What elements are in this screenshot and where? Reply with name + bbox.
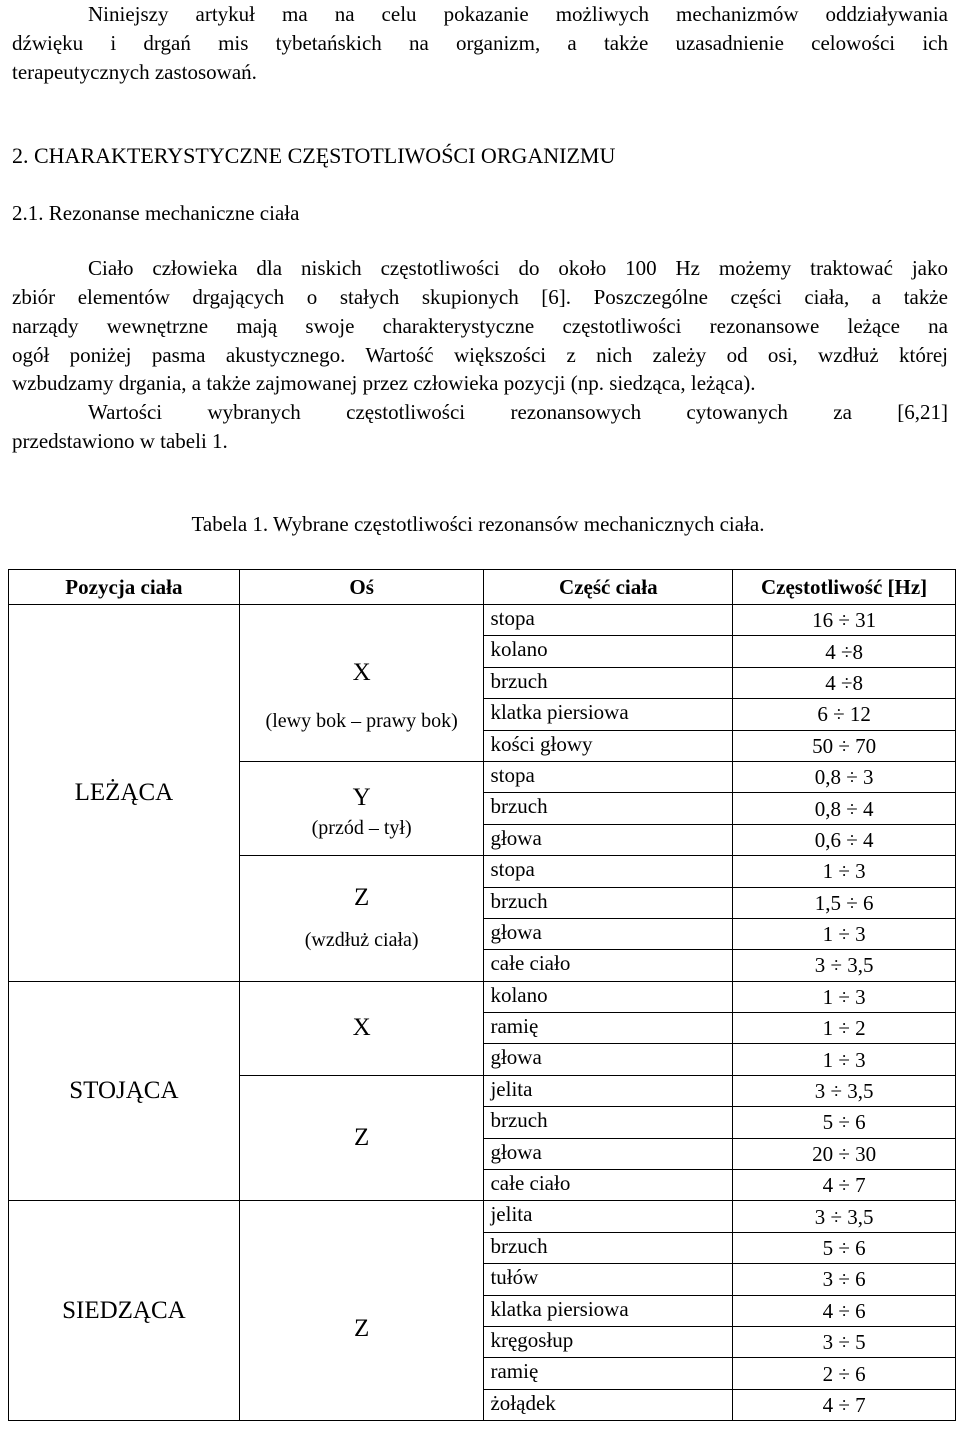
body-part-cell: kolano: [484, 636, 733, 667]
body-line: zbiór elementów drgających o stałych skupionych [6]. Poszczególne części ciała, a także: [12, 285, 948, 309]
body-part-cell: głowa: [484, 1044, 733, 1075]
body-part-cell: jelita: [484, 1075, 733, 1106]
axis-cell: [239, 605, 484, 762]
axis-letter: X: [352, 1014, 371, 1042]
axis-cell: [239, 856, 484, 982]
table-header-row: [9, 570, 956, 605]
frequency-cell: 3 ÷ 6: [733, 1264, 956, 1295]
frequency-cell: 3 ÷ 3,5: [733, 1075, 956, 1106]
axis-letter: Z: [354, 1314, 370, 1342]
axis-note: (lewy bok – prawy bok): [265, 709, 458, 732]
body-part-cell: całe ciało: [484, 950, 733, 981]
frequency-cell: 4 ÷ 7: [733, 1389, 956, 1420]
frequency-cell: 0,8 ÷ 4: [733, 793, 956, 824]
frequency-cell: 1 ÷ 3: [733, 918, 956, 949]
position-cell: SIEDZĄCA: [9, 1201, 240, 1421]
frequency-cell: 4 ÷ 7: [733, 1170, 956, 1201]
body-part-cell: ramię: [484, 1358, 733, 1389]
intro-line: Niniejszy artykuł ma na celu pokazanie możliwych mechanizmów oddziaływania: [88, 2, 948, 26]
frequency-cell: 5 ÷ 6: [733, 1232, 956, 1263]
frequency-cell: 1 ÷ 3: [733, 981, 956, 1012]
body-line: wzbudzamy drgania, a także zajmowanej przez człowieka pozycji (np. siedząca, leżąca).: [12, 371, 756, 395]
axis-cell: [239, 1075, 484, 1201]
position-cell: LEŻĄCA: [9, 605, 240, 982]
body-line: przedstawiono w tabeli 1.: [12, 429, 228, 453]
axis-letter: Y: [352, 783, 371, 811]
frequency-cell: 0,6 ÷ 4: [733, 824, 956, 855]
resonance-table: [8, 569, 956, 1421]
axis-cell: [239, 981, 484, 1075]
body-part-cell: stopa: [484, 856, 733, 887]
body-line: Ciało człowieka dla niskich częstotliwości do około 100 Hz możemy traktować jako: [88, 256, 948, 280]
body-part-cell: brzuch: [484, 1107, 733, 1138]
axis-letter: Z: [354, 1124, 370, 1152]
frequency-cell: 4 ÷8: [733, 667, 956, 698]
body-part-cell: tułów: [484, 1264, 733, 1295]
axis-letter: X: [352, 658, 371, 686]
frequency-cell: 20 ÷ 30: [733, 1138, 956, 1169]
header-position: Pozycja ciała: [9, 570, 240, 605]
intro-line: dźwięku i drgań mis tybetańskich na organizm, a także uzasadnienie celowości ich: [12, 31, 948, 55]
body-part-cell: brzuch: [484, 793, 733, 824]
position-cell: STOJĄCA: [9, 981, 240, 1201]
frequency-cell: 3 ÷ 3,5: [733, 1201, 956, 1232]
body-part-cell: klatka piersiowa: [484, 699, 733, 730]
body-part-cell: całe ciało: [484, 1170, 733, 1201]
body-part-cell: kręgosłup: [484, 1326, 733, 1357]
frequency-cell: 1 ÷ 2: [733, 1013, 956, 1044]
frequency-cell: 3 ÷ 5: [733, 1326, 956, 1357]
table-row: [9, 605, 956, 636]
body-line: ogół poniżej pasma akustycznego. Wartość większości z nich zależy od osi, wzdłuż której: [12, 343, 948, 367]
body-part-cell: brzuch: [484, 667, 733, 698]
body-line: narządy wewnętrzne mają swoje charakterystyczne częstotliwości rezonansowe leżące na: [12, 314, 948, 338]
body-part-cell: stopa: [484, 605, 733, 636]
frequency-cell: 0,8 ÷ 3: [733, 761, 956, 792]
section-heading: 2. CHARAKTERYSTYCZNE CZĘSTOTLIWOŚCI ORGANIZMU: [12, 143, 616, 168]
axis-cell: [239, 761, 484, 855]
body-part-cell: klatka piersiowa: [484, 1295, 733, 1326]
axis-note: (wzdłuż ciała): [304, 929, 419, 952]
body-part-cell: stopa: [484, 761, 733, 792]
body-part-cell: kości głowy: [484, 730, 733, 761]
frequency-cell: 50 ÷ 70: [733, 730, 956, 761]
intro-line: terapeutycznych zastosowań.: [12, 60, 257, 84]
body-part-cell: żołądek: [484, 1389, 733, 1420]
frequency-cell: 2 ÷ 6: [733, 1358, 956, 1389]
axis-letter: Z: [354, 884, 370, 912]
header-body-part: Część ciała: [484, 570, 733, 605]
body-part-cell: głowa: [484, 918, 733, 949]
frequency-cell: 5 ÷ 6: [733, 1107, 956, 1138]
body-part-cell: brzuch: [484, 1232, 733, 1263]
table-caption: Tabela 1. Wybrane częstotliwości rezonansów mechanicznych ciała.: [191, 512, 765, 536]
header-frequency: Częstotliwość [Hz]: [733, 570, 956, 605]
body-part-cell: ramię: [484, 1013, 733, 1044]
header-axis: Oś: [239, 570, 484, 605]
frequency-cell: 6 ÷ 12: [733, 699, 956, 730]
table-row: [9, 981, 956, 1012]
frequency-cell: 1,5 ÷ 6: [733, 887, 956, 918]
frequency-cell: 16 ÷ 31: [733, 605, 956, 636]
body-line: Wartości wybranych częstotliwości rezonansowych cytowanych za [6,21]: [88, 400, 948, 424]
axis-note: (przód – tył): [311, 816, 412, 839]
frequency-cell: 1 ÷ 3: [733, 856, 956, 887]
frequency-cell: 4 ÷8: [733, 636, 956, 667]
frequency-cell: 3 ÷ 3,5: [733, 950, 956, 981]
body-part-cell: głowa: [484, 1138, 733, 1169]
table-row: [9, 1201, 956, 1232]
subsection-heading: 2.1. Rezonanse mechaniczne ciała: [12, 201, 300, 225]
body-part-cell: jelita: [484, 1201, 733, 1232]
body-part-cell: brzuch: [484, 887, 733, 918]
body-part-cell: kolano: [484, 981, 733, 1012]
frequency-cell: 4 ÷ 6: [733, 1295, 956, 1326]
frequency-cell: 1 ÷ 3: [733, 1044, 956, 1075]
body-part-cell: głowa: [484, 824, 733, 855]
axis-cell: [239, 1201, 484, 1421]
